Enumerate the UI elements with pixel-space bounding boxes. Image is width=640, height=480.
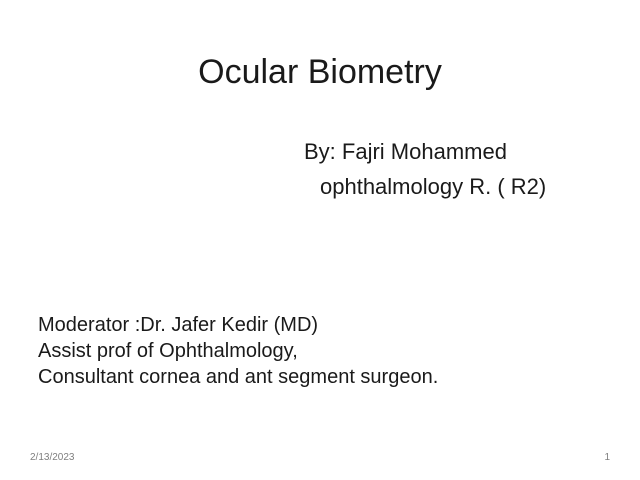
page-number: 1 <box>604 452 610 463</box>
moderator-block <box>38 312 438 390</box>
moderator-name: Moderator :Dr. Jafer Kedir (MD) <box>38 314 319 336</box>
slide-title: Ocular Biometry <box>198 53 442 91</box>
moderator-specialty: Consultant cornea and ant segment surgeon. <box>38 366 439 388</box>
author-byline: By: Fajri Mohammed <box>304 139 507 164</box>
moderator-title: Assist prof of Ophthalmology, <box>38 340 298 362</box>
footer-date: 2/13/2023 <box>30 452 75 463</box>
author-affiliation: ophthalmology R. ( R2) <box>320 174 547 199</box>
